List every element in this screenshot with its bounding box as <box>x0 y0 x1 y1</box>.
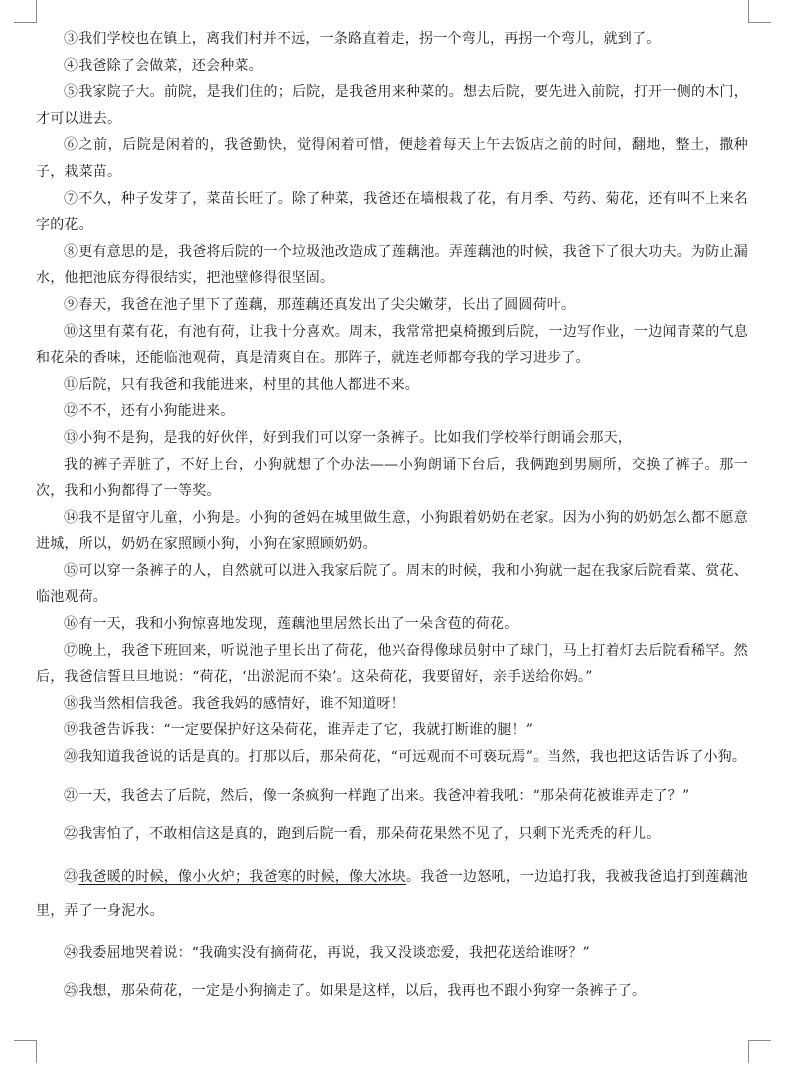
paragraph-19: ⑲我爸告诉我：“一定要保护好这朵荷花，谁弄走了它，我就打断谁的腿！” <box>64 722 534 739</box>
paragraph-3: ③我们学校也在镇上，离我们村并不远，一条路直着走，拐一个弯儿，再拐一个弯儿，就到了。 <box>64 31 661 47</box>
paragraph-5: ⑤我家院子大。前院，是我们住的；后院，是我爸用来种菜的。想去后院，要先进入前院，打开一侧的木门，才可以进去。 <box>36 84 748 127</box>
document-body <box>36 26 748 1005</box>
crop-mark-top-right <box>748 0 771 23</box>
paragraph-20: ⑳我知道我爸说的话是真的。打那以后，那朵荷花，“可远观而不可亵玩焉”。当然，我也把这话告诉了小狗。 <box>64 749 747 766</box>
underlined-sentence: 我爸暖的时候，像小火炉；我爸寒的时候，像大冰块 <box>78 868 407 885</box>
paragraph-21: ㉑一天，我爸去了后院，然后，像一条疯狗一样跑了出来。我爸冲着我吼：“那朵荷花被谁弄走了？” <box>64 787 690 804</box>
paragraph-18: ⑱我当然相信我爸。我爸我妈的感情好，谁不知道呀！ <box>64 695 405 712</box>
paragraph-14: ⑭我不是留守儿童，小狗是。小狗的爸妈在城里做生意，小狗跟着奶奶在老家。因为小狗的奶奶怎么都不愿意进城，所以，奶奶在家照顾小狗，小狗在家照顾奶奶。 <box>36 509 748 553</box>
paragraph-12: ⑫不不，还有小狗能进来。 <box>64 403 235 420</box>
crop-mark-bottom-left <box>14 1040 37 1063</box>
paragraph-23 <box>36 860 748 928</box>
paragraph-13: ⑬小狗不是狗，是我的好伙伴，好到我们可以穿一条裤子。比如我们学校举行朗诵会那天， <box>64 429 632 446</box>
paragraph-25: ㉕我想，那朵荷花，一定是小狗摘走了。如果是这样，以后，我再也不跟小狗穿一条裤子了。 <box>64 983 647 1000</box>
paragraph-4: ④我爸除了会做菜，还会种菜。 <box>64 57 263 74</box>
paragraph-22: ㉒我害怕了，不敢相信这是真的，跑到后院一看，那朵荷花果然不见了，只剩下光秃秃的秆儿。 <box>64 826 661 843</box>
paragraph-13-continued: 我的裤子弄脏了，不好上台，小狗就想了个办法——小狗朗诵下台后，我俩跑到男厕所，交换了裤子。那一次，我和小狗都得了一等奖。 <box>36 456 748 500</box>
crop-mark-bottom-right <box>748 1040 771 1063</box>
paragraph-16: ⑯有一天，我和小狗惊喜地发现，莲藕池里居然长出了一朵含苞的荷花。 <box>64 616 519 633</box>
paragraph-23-number: ㉓ <box>64 868 79 885</box>
paragraph-15: ⑮可以穿一条裤子的人，自然就可以进入我家后院了。周末的时候，我和小狗就一起在我家后院看菜、赏花、临池观荷。 <box>36 562 748 606</box>
paragraph-17: ⑰晚上，我爸下班回来，听说池子里长出了荷花，他兴奋得像球员射中了球门，马上打着灯去后院看稀罕。然后，我爸信誓旦旦地说：“荷花，‘出淤泥而不染’。这朵荷花，我要留好，亲手送给你妈。” <box>36 642 748 686</box>
paragraph-23-rest: 。我爸一边怒吼，一边追打我，我被我爸追打到莲藕池里，弄了一身泥水。 <box>36 868 748 919</box>
paragraph-24: ㉔我委屈地哭着说：“我确实没有摘荷花，再说，我又没谈恋爱，我把花送给谁呀？” <box>64 944 590 961</box>
paragraph-11: ⑪后院，只有我爸和我能进来，村里的其他人都进不来。 <box>64 376 419 393</box>
paragraph-9: ⑨春天，我爸在池子里下了莲藕，那莲藕还真发出了尖尖嫩芽，长出了圆圆荷叶。 <box>64 296 576 313</box>
paragraph-10: ⑩这里有菜有花，有池有荷，让我十分喜欢。周末，我常常把桌椅搬到后院，一边写作业，一边闻青菜的气息和花朵的香味，还能临池观荷，真是清爽自在。那阵子，就连老师都夸我的学习进步了。 <box>36 323 748 367</box>
paragraph-8: ⑧更有意思的是，我爸将后院的一个垃圾池改造成了莲藕池。弄莲藕池的时候，我爸下了很大功夫。为防止漏水，他把池底夯得很结实，把池壁修得很坚固。 <box>36 243 748 287</box>
crop-mark-top-left <box>14 0 37 23</box>
paragraph-6: ⑥之前，后院是闲着的，我爸勤快，觉得闲着可惜，便趁着每天上午去饭店之前的时间，翻地，整土，撒种子，栽菜苗。 <box>36 137 748 180</box>
paragraph-7: ⑦不久，种子发芽了，菜苗长旺了。除了种菜，我爸还在墙根栽了花，有月季、芍药、菊花，还有叫不上来名字的花。 <box>36 190 748 234</box>
